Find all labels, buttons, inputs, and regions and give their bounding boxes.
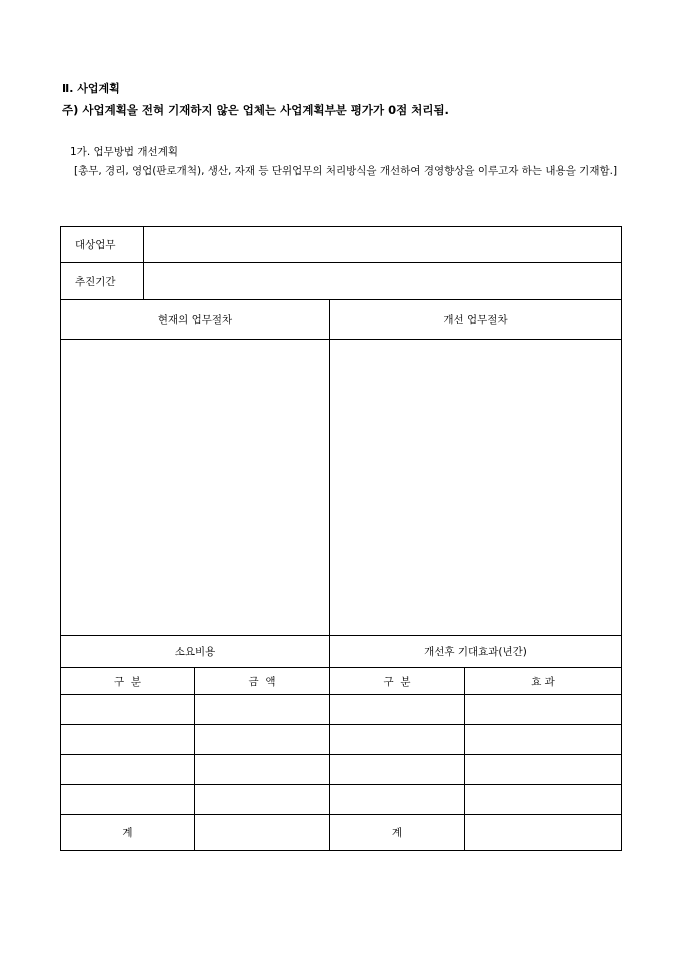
effect-cell[interactable] [465,695,622,725]
period-label: 추진기간 [61,263,144,300]
amount-column-header: 금 액 [195,668,330,695]
plan-table [60,226,622,851]
cost-effect-header-row [61,636,622,668]
amount-cell[interactable] [195,785,330,815]
table-row [61,725,622,755]
amount-cell[interactable] [195,755,330,785]
target-row [61,227,622,263]
category2-cell[interactable] [330,755,465,785]
total-amount-cell[interactable] [195,815,330,851]
category-cell[interactable] [61,755,195,785]
item-description: [총무, 경리, 영업(판로개척), 생산, 자재 등 단위업무의 처리방식을 개선하여 경영향상을 이루고자 하는 내용을 기재함.] [74,165,618,177]
category-cell[interactable] [61,695,195,725]
effect-column-header: 효 과 [465,668,622,695]
category2-column-header: 구 분 [330,668,465,695]
improved-procedure-header: 개선 업무절차 [330,300,622,340]
table-row [61,755,622,785]
table-row [61,785,622,815]
period-row [61,263,622,300]
effect-cell[interactable] [465,725,622,755]
target-value-cell[interactable] [144,227,622,263]
current-procedure-header: 현재의 업무절차 [61,300,330,340]
effect-cell[interactable] [465,785,622,815]
current-procedure-cell[interactable] [61,340,330,636]
category-column-header: 구 분 [61,668,195,695]
target-label: 대상업무 [61,227,144,263]
total-row [61,815,622,851]
procedure-content-row [61,340,622,636]
procedure-header-row [61,300,622,340]
category-cell[interactable] [61,725,195,755]
column-header-row [61,668,622,695]
improved-procedure-cell[interactable] [330,340,622,636]
amount-cell[interactable] [195,725,330,755]
category2-cell[interactable] [330,695,465,725]
category2-cell[interactable] [330,725,465,755]
section-title: Ⅱ. 사업계획 [62,82,120,95]
amount-cell[interactable] [195,695,330,725]
total-label: 계 [61,815,195,851]
total-effect-cell[interactable] [465,815,622,851]
total-label-effect: 계 [330,815,465,851]
effect-cell[interactable] [465,755,622,785]
effect-header: 개선후 기대효과(년간) [330,636,622,668]
table-row [61,695,622,725]
item-title: 1가. 업무방법 개선계획 [70,146,178,158]
category2-cell[interactable] [330,785,465,815]
section-note: 주) 사업계획을 전혀 기재하지 않은 업체는 사업계획부분 평가가 0점 처리됨. [62,103,449,117]
period-value-cell[interactable] [144,263,622,300]
category-cell[interactable] [61,785,195,815]
cost-header: 소요비용 [61,636,330,668]
